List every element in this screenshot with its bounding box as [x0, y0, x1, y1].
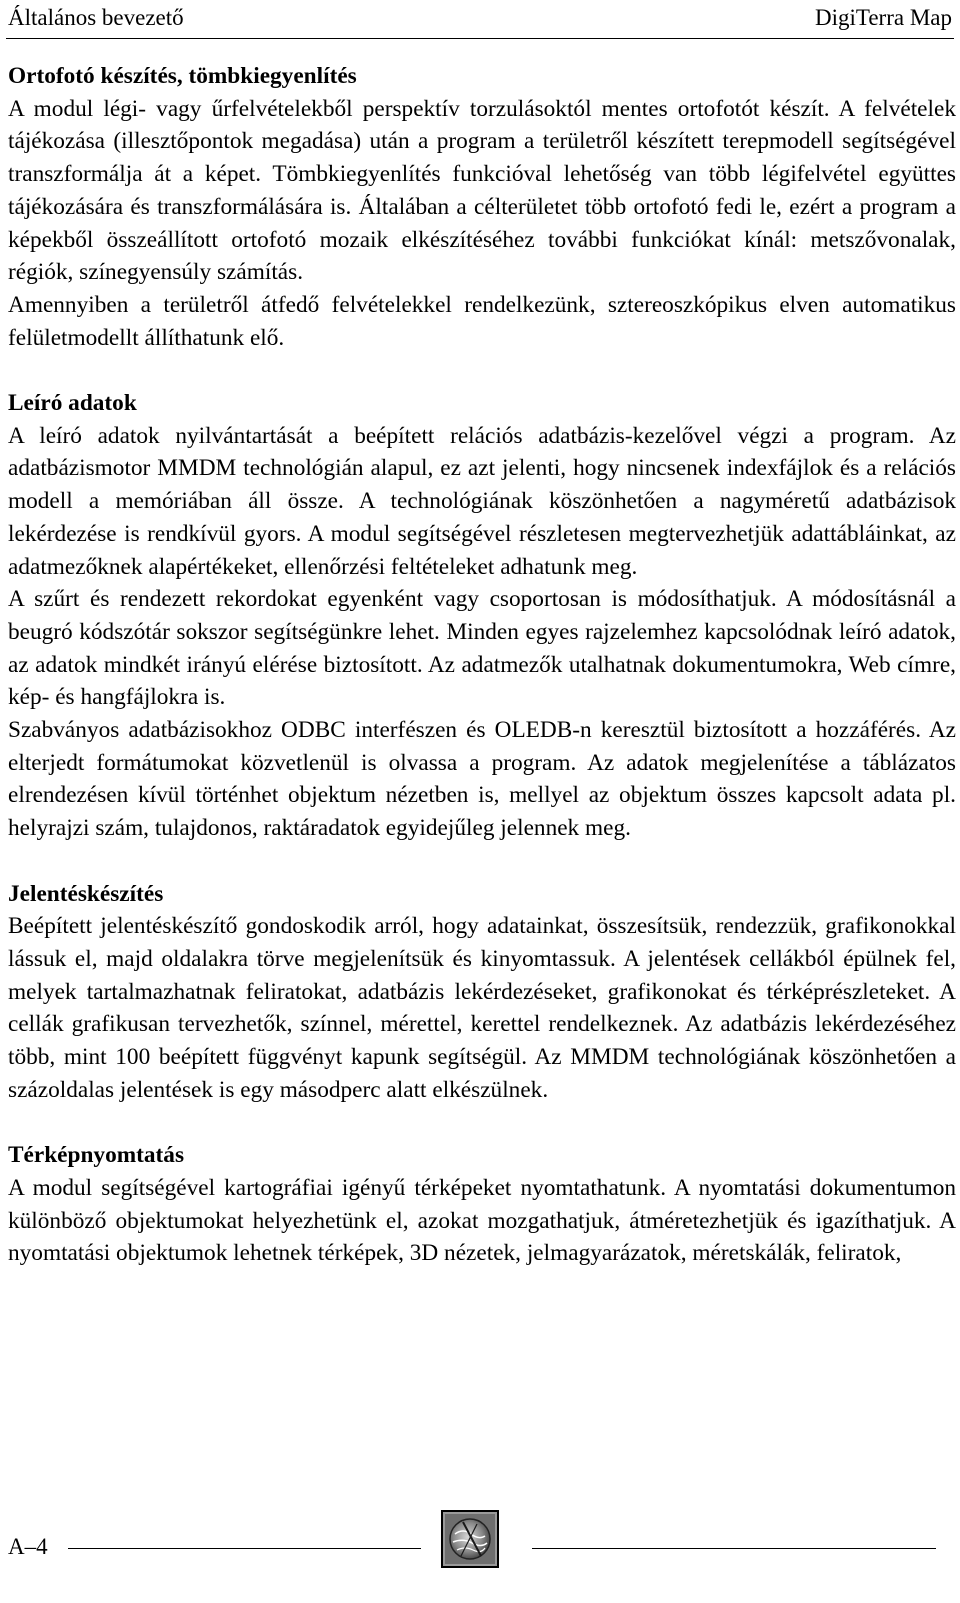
footer-rule-right	[532, 1548, 936, 1549]
header-chapter-title: Általános bevezető	[8, 5, 184, 30]
section-paragraph: A leíró adatok nyilvántartását a beépített relációs adatbázis-kezelővel végzi a program. Az adatbázismotor MMDM technológián alapul, ez azt jelenti, hogy nincsenek indexfájlok és a relációs modell a memóriában áll össze. A technológiának köszönhetően a nagyméretű adatbázisok lekérdezése is rendkívül gyors. A modul segítségével részletesen megtervezhetjük adattábláinkat, az adatmezőknek alapértékeket, ellenőrzési feltételeket adhatunk meg.	[8, 422, 956, 580]
section-paragraph: Beépített jelentéskészítő gondoskodik arról, hogy adatainkat, összesítsük, rendezzük, grafikonokkal lássuk el, majd oldalakra törve megjelenítsük és kinyomtassuk. A jelentések cellákból épülnek fel, melyek tartalmazhatnak feliratokat, adatbázis lekérdezéseket, grafikonokat és térképrészleteket. A cellák grafikusan tervezhetők, színnel, mérettel, kerettel rendelkeznek. Az adatbázis lekérdezéséhez több, mint 100 beépített függvényt kapunk segítségül. Az MMDM technológiának köszönhetően a százoldalas jelentések is egy másodperc alatt elkészülnek.	[8, 913, 956, 1103]
section-leiro-adatok	[8, 387, 956, 845]
digiterra-logo-icon	[441, 1510, 499, 1568]
section-ortofoto	[8, 60, 956, 354]
section-heading: Térképnyomtatás	[8, 1142, 185, 1169]
footer-rule-left	[68, 1548, 421, 1549]
section-heading: Leíró adatok	[8, 390, 137, 417]
section-jelenteskeszites	[8, 878, 956, 1107]
section-heading: Jelentéskészítés	[8, 880, 164, 907]
section-terkepnyomtatas	[8, 1139, 956, 1270]
page-footer	[0, 1500, 960, 1580]
section-paragraph: Szabványos adatbázisokhoz ODBC interfészen és OLEDB-n keresztül biztosított a hozzáférés. Az elterjedt formátumokat közvetlenül is olvassa a program. Az adatok megjelenítése a táblázatos elrendezésen kívül történhet objektum nézetben is, mellyel az objektum összes kapcsolt adata pl. helyrajzi szám, tulajdonos, raktáradatok egyidejűleg jelennek meg.	[8, 717, 956, 842]
section-paragraph: A modul segítségével kartográfiai igényű térképeket nyomtathatunk. A nyomtatási dokumentumon különböző objektumokat helyezhetünk el, azokat mozgathatjuk, átméretezhetjük és igazíthatjuk. A nyomtatási objektumok lehetnek térképek, 3D nézetek, jelmagyarázatok, méretskálák, feliratok,	[8, 1174, 956, 1267]
section-paragraph: A modul légi- vagy űrfelvételekből perspektív torzulásoktól mentes ortofotót készít. A felvételek tájékozása (illesztőpontok megadása) után a program a területről készített terepmodell segítségével transzformálja át a képet. Tömbkiegyenlítés funkcióval lehetőség van több légifelvétel együttes tájékozására és transzformálására is. Általában a célterületet több ortofotó fedi le, ezért a program a képekből összeállított ortofotó mozaik elkészítéséhez további funkciókat kínál: metszővonalak, régiók, színegyensúly számítás.	[8, 95, 956, 286]
header-product-name: DigiTerra Map	[815, 5, 952, 30]
section-paragraph: A szűrt és rendezett rekordokat egyenként vagy csoportosan is módosíthatjuk. A módosításnál a beugró kódszótár sokszor segítségünkre lehet. Minden egyes rajzelemhez kapcsolódnak leíró adatok, az adatok mindkét irányú elérése biztosított. Az adatmezők utalhatnak dokumentumokra, Web címre, kép- és hangfájlokra is.	[8, 586, 956, 711]
page-number: A–4	[8, 1534, 48, 1559]
section-paragraph: Amennyiben a területről átfedő felvételekkel rendelkezünk, sztereoszkópikus elven automatikus felületmodellt állíthatunk elő.	[8, 291, 956, 351]
page-body	[8, 60, 956, 1270]
section-heading: Ortofotó készítés, tömbkiegyenlítés	[8, 63, 357, 89]
page-header	[6, 0, 954, 39]
